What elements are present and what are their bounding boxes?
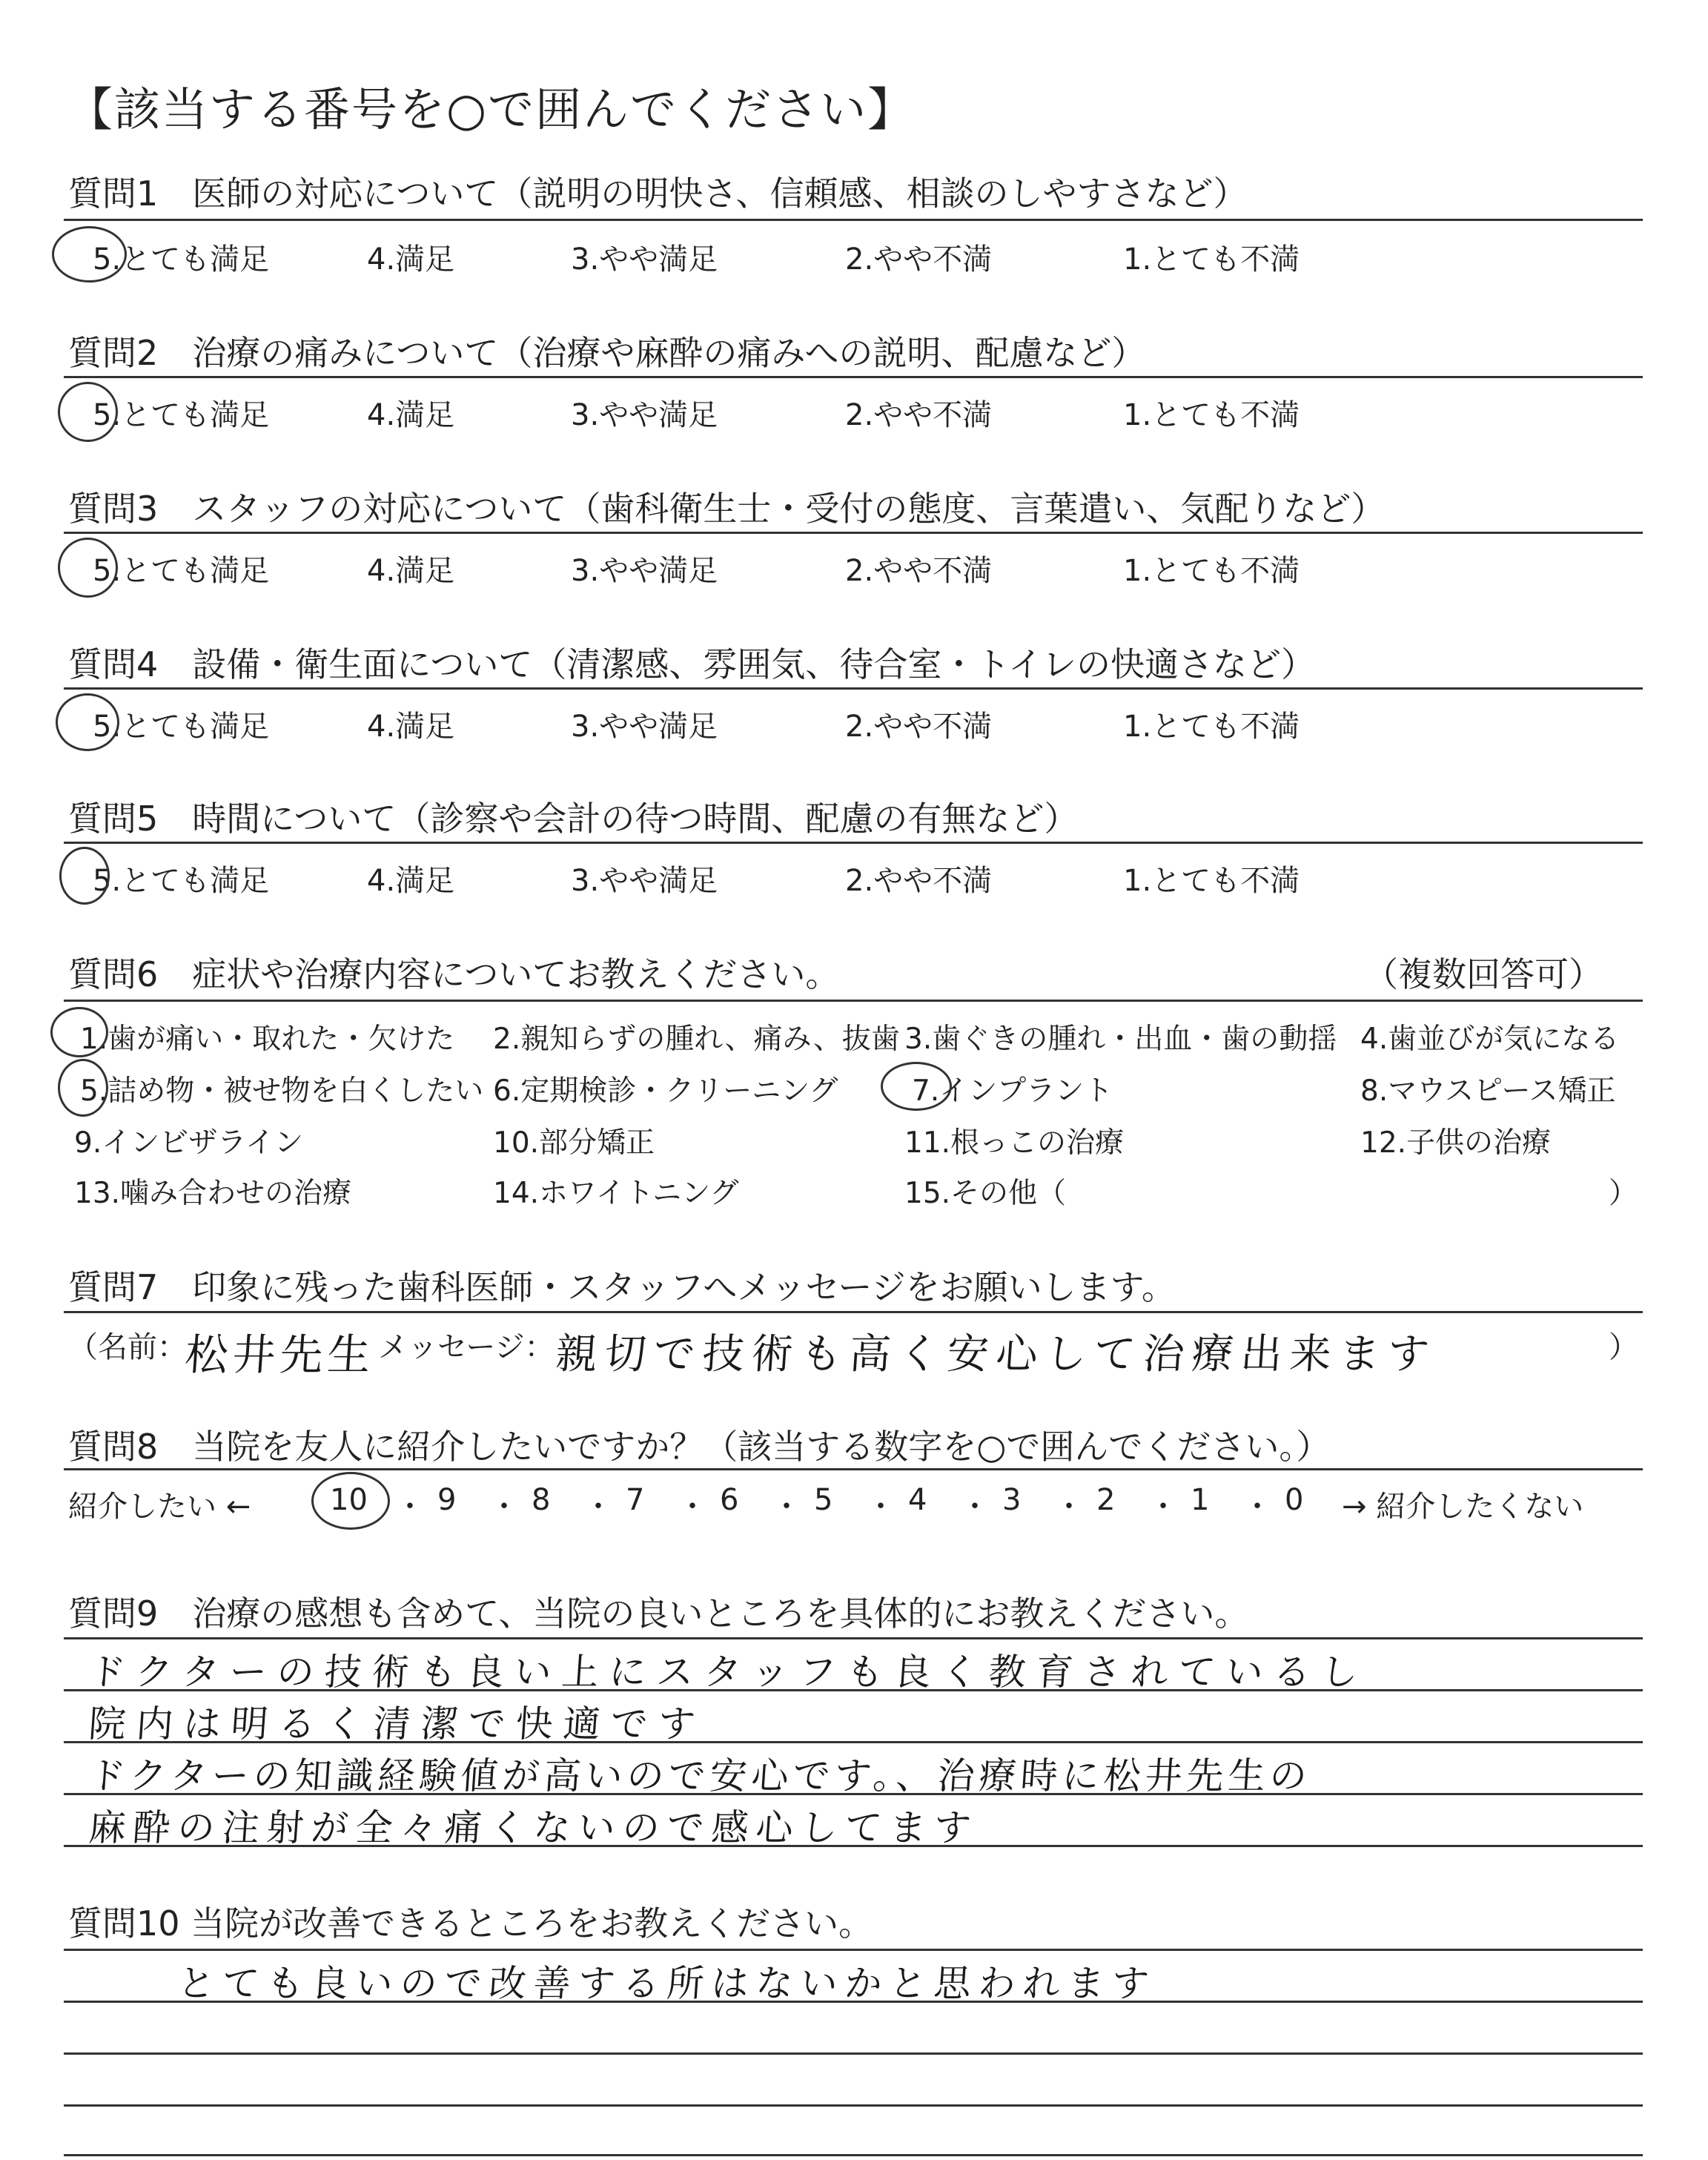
q7-title: 質問7 印象に残った歯科医師・スタッフへメッセージをお願いします。 <box>68 1267 1176 1307</box>
q8-scale-8[interactable]: 8 <box>532 1483 551 1517</box>
q8-separator: ・ <box>960 1490 990 1524</box>
q6-item-4[interactable]: 4.歯並びが気になる <box>1360 1023 1620 1056</box>
q3-option-5[interactable]: 5.とても満足 <box>93 554 270 588</box>
q5-option-5[interactable]: 5.とても満足 <box>93 864 270 898</box>
q3-rule <box>64 532 1643 534</box>
q8-right-label: → 紹介したくない <box>1342 1490 1584 1524</box>
q2-option-5[interactable]: 5.とても満足 <box>93 398 270 432</box>
q7-message-label: メッセージ： <box>378 1330 555 1364</box>
q1-selection-circle <box>52 226 127 283</box>
q1-option-3[interactable]: 3.やや満足 <box>571 242 718 277</box>
q8-scale-4[interactable]: 4 <box>908 1483 927 1517</box>
q8-selection-circle <box>311 1472 390 1530</box>
q6-item-5[interactable]: 5.詰め物・被せ物を白くしたい <box>80 1074 484 1108</box>
q8-separator: ・ <box>772 1490 801 1524</box>
q6-selection-circle-1 <box>50 1007 108 1057</box>
q4-option-5[interactable]: 5.とても満足 <box>93 710 270 744</box>
q6-item-15-close: ） <box>1609 1177 1638 1210</box>
q8-scale-0[interactable]: 0 <box>1285 1483 1304 1517</box>
q8-scale-3[interactable]: 3 <box>1002 1483 1022 1517</box>
q10-rule-4 <box>64 2104 1643 2107</box>
q6-item-3[interactable]: 3.歯ぐきの腫れ・出血・歯の動揺 <box>904 1023 1337 1056</box>
q9-title: 質問9 治療の感想も含めて、当院の良いところを具体的にお教えください。 <box>68 1593 1249 1634</box>
q3-title: 質問3 スタッフの対応について（歯科衛生士・受付の態度、言葉遣い、気配りなど） <box>68 489 1386 529</box>
q1-option-1[interactable]: 1.とても不満 <box>1123 242 1300 277</box>
q3-option-1[interactable]: 1.とても不満 <box>1123 554 1300 588</box>
q8-scale-9[interactable]: 9 <box>437 1483 457 1517</box>
q10-rule-1 <box>64 1949 1643 1951</box>
q5-option-3[interactable]: 3.やや満足 <box>571 864 718 898</box>
q2-option-1[interactable]: 1.とても不満 <box>1123 398 1300 432</box>
q7-close: ） <box>1609 1330 1638 1364</box>
form-heading: 【該当する番号を○で囲んでください】 <box>67 82 916 136</box>
q1-option-5[interactable]: 5.とても満足 <box>93 242 270 277</box>
q10-rule-5 <box>64 2154 1643 2156</box>
q2-selection-circle <box>58 382 118 442</box>
q7-name-value[interactable]: 松井先生 <box>183 1330 377 1380</box>
q1-rule <box>64 219 1643 221</box>
q8-scale-5[interactable]: 5 <box>814 1483 833 1517</box>
q6-item-1[interactable]: 1.歯が痛い・取れた・欠けた <box>80 1023 455 1056</box>
q2-option-2[interactable]: 2.やや不満 <box>845 398 993 432</box>
q6-item-9[interactable]: 9.インビザライン <box>74 1126 304 1160</box>
q8-separator: ・ <box>1148 1490 1178 1524</box>
q8-left-label: 紹介したい ← <box>68 1490 251 1524</box>
q9-answer-line-4[interactable]: 麻酔の注射が全々痛くないので感心してます <box>87 1806 980 1849</box>
q8-separator: ・ <box>395 1490 425 1524</box>
q6-rule <box>64 1000 1643 1002</box>
q4-option-4[interactable]: 4.満足 <box>367 710 455 744</box>
q6-title: 質問6 症状や治療内容についてお教えください。 <box>68 954 840 994</box>
q8-separator: ・ <box>1242 1490 1272 1524</box>
q6-item-12[interactable]: 12.子供の治療 <box>1360 1126 1552 1160</box>
q8-scale-7[interactable]: 7 <box>626 1483 645 1517</box>
q6-selection-circle-5 <box>58 1059 108 1117</box>
q2-option-3[interactable]: 3.やや満足 <box>571 398 718 432</box>
q7-rule <box>64 1311 1643 1313</box>
q6-item-8[interactable]: 8.マウスピース矯正 <box>1360 1074 1616 1108</box>
q2-title: 質問2 治療の痛みについて（治療や麻酔の痛みへの説明、配慮など） <box>68 333 1146 373</box>
q9-answer-line-1[interactable]: ドクターの技術も良い上にスタッフも良く教育されているし <box>87 1651 1370 1694</box>
q8-separator: ・ <box>678 1490 707 1524</box>
q4-option-2[interactable]: 2.やや不満 <box>845 710 993 744</box>
q8-separator: ・ <box>489 1490 519 1524</box>
q5-title: 質問5 時間について（診察や会計の待つ時間、配慮の有無など） <box>68 799 1079 839</box>
q6-item-6[interactable]: 6.定期検診・クリーニング <box>493 1074 838 1108</box>
q7-message-value[interactable]: 親切で技術も高く安心して治療出来ます <box>554 1330 1438 1378</box>
q8-separator: ・ <box>583 1490 613 1524</box>
q2-rule <box>64 376 1643 378</box>
q4-rule <box>64 687 1643 690</box>
q3-option-3[interactable]: 3.やや満足 <box>571 554 718 588</box>
q6-note: （複数回答可） <box>1364 954 1603 994</box>
q8-scale-1[interactable]: 1 <box>1191 1483 1210 1517</box>
q8-rule <box>64 1468 1643 1470</box>
q5-rule <box>64 842 1643 844</box>
q6-selection-circle-7 <box>881 1062 952 1111</box>
q1-title: 質問1 医師の対応について（説明の明快さ、信頼感、相談のしやすさなど） <box>68 174 1248 214</box>
q8-separator: ・ <box>1054 1490 1084 1524</box>
q6-item-2[interactable]: 2.親知らずの腫れ、痛み、抜歯 <box>493 1023 900 1056</box>
q10-title: 質問10 当院が改善できるところをお教えください。 <box>68 1903 873 1943</box>
q6-item-14[interactable]: 14.ホワイトニング <box>493 1177 739 1210</box>
q10-rule-3 <box>64 2052 1643 2055</box>
q2-option-4[interactable]: 4.満足 <box>367 398 455 432</box>
q9-answer-line-2[interactable]: 院内は明るく清潔で快適です <box>87 1702 707 1745</box>
q3-selection-circle <box>58 538 118 598</box>
q1-option-4[interactable]: 4.満足 <box>367 242 455 277</box>
q6-item-15[interactable]: 15.その他（ <box>904 1177 1067 1210</box>
q7-name-label: （名前： <box>68 1330 187 1364</box>
q8-scale-10[interactable]: 10 <box>330 1483 368 1517</box>
q5-option-1[interactable]: 1.とても不満 <box>1123 864 1300 898</box>
q5-option-2[interactable]: 2.やや不満 <box>845 864 993 898</box>
q5-selection-circle <box>59 847 110 905</box>
q3-option-4[interactable]: 4.満足 <box>367 554 455 588</box>
q9-rule-1 <box>64 1637 1643 1639</box>
q8-scale-6[interactable]: 6 <box>720 1483 739 1517</box>
q6-item-7[interactable]: 7.インプラント <box>912 1074 1113 1108</box>
q6-item-11[interactable]: 11.根っこの治療 <box>904 1126 1125 1160</box>
q4-title: 質問4 設備・衛生面について（清潔感、雰囲気、待合室・トイレの快適さなど） <box>68 644 1316 684</box>
q8-separator: ・ <box>866 1490 896 1524</box>
q3-option-2[interactable]: 2.やや不満 <box>845 554 993 588</box>
q4-option-1[interactable]: 1.とても不満 <box>1123 710 1300 744</box>
q6-item-10[interactable]: 10.部分矯正 <box>493 1126 655 1160</box>
q4-option-3[interactable]: 3.やや満足 <box>571 710 718 744</box>
q5-option-4[interactable]: 4.満足 <box>367 864 455 898</box>
q8-title: 質問8 当院を友人に紹介したいですか？（該当する数字を○で囲んでください。） <box>68 1427 1331 1467</box>
q8-scale-2[interactable]: 2 <box>1096 1483 1116 1517</box>
q4-selection-circle <box>56 693 119 751</box>
q1-option-2[interactable]: 2.やや不満 <box>845 242 993 277</box>
q9-answer-line-3[interactable]: ドクターの知識経験値が高いので安心です。、治療時に松井先生の <box>87 1754 1313 1797</box>
q10-answer-line-1[interactable]: とても良いので改善する所はないかと思われます <box>176 1962 1158 2005</box>
q6-item-13[interactable]: 13.噛み合わせの治療 <box>74 1177 352 1210</box>
